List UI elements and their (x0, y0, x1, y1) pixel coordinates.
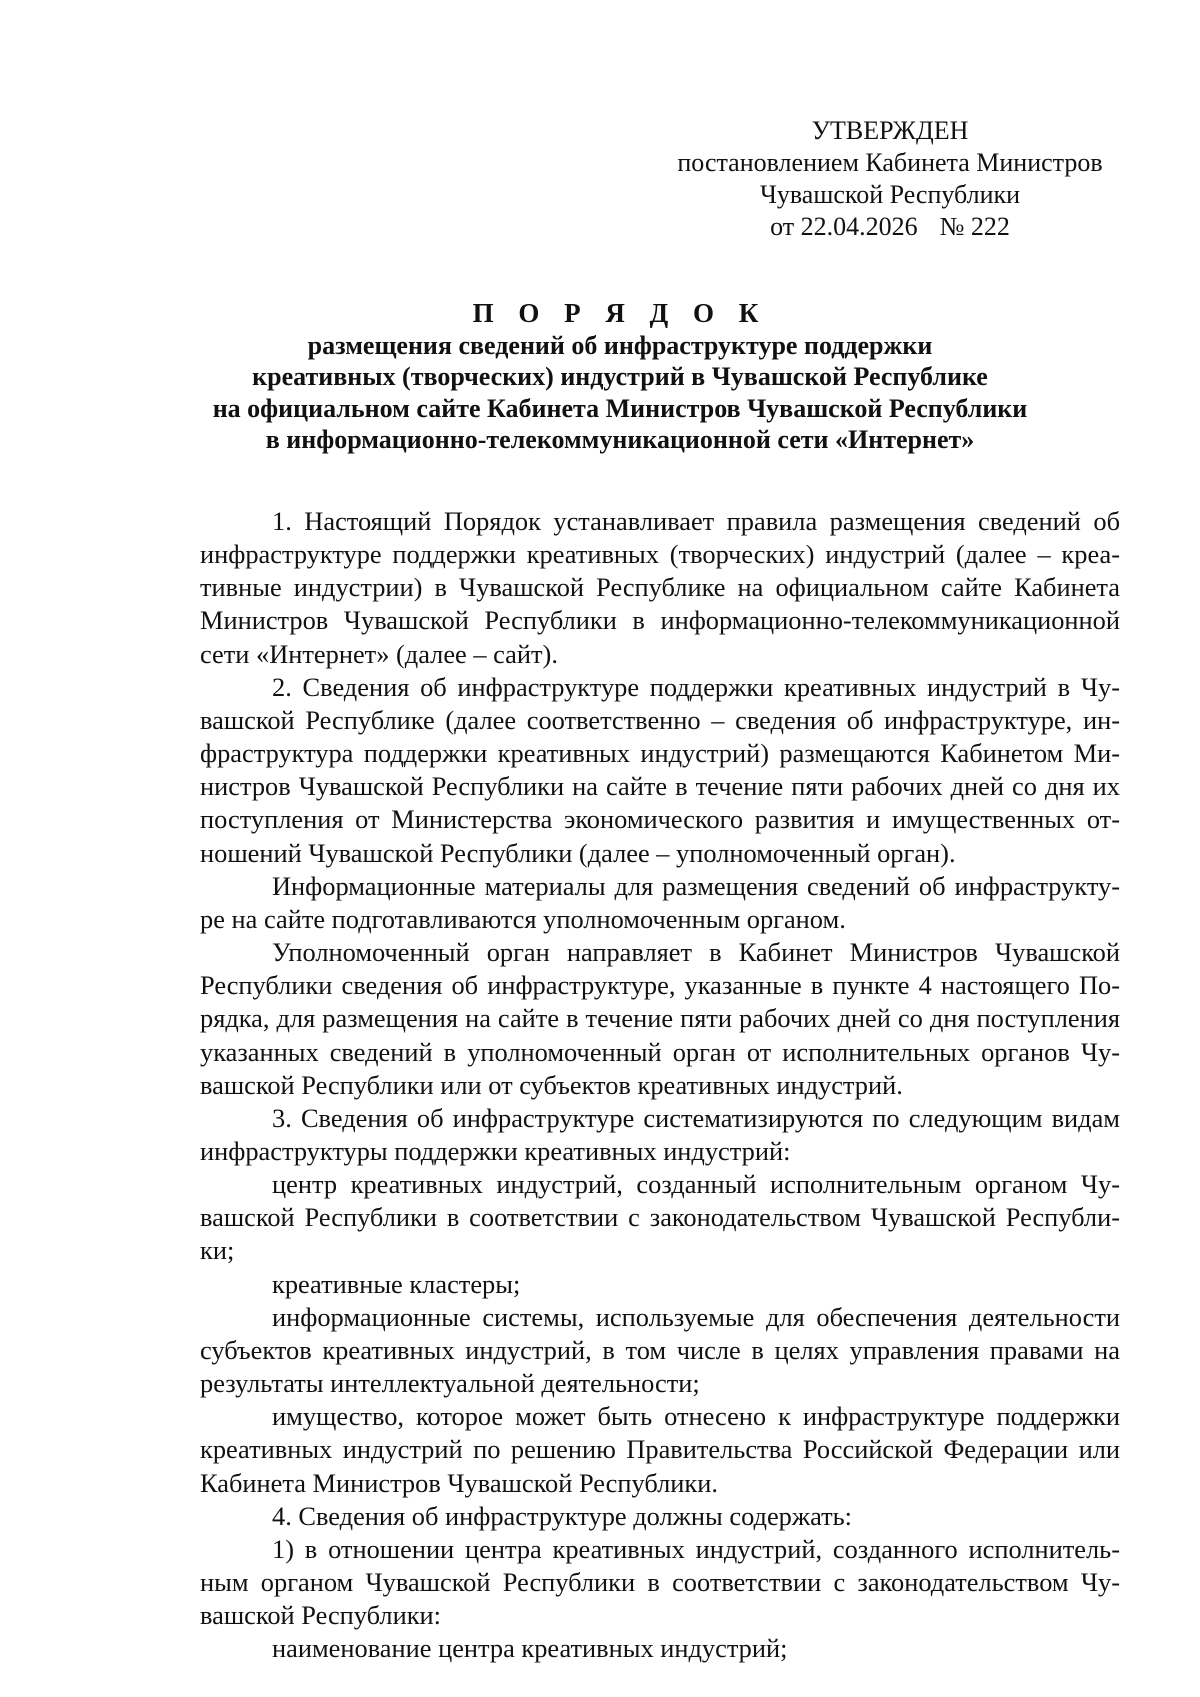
approval-number: № 222 (939, 212, 1010, 241)
heading-line: в информационно-телекоммуникационной сети «Интернет» (265, 425, 975, 454)
approval-region: Чувашской Республики (759, 180, 1021, 209)
list-item: креативные кластеры; (272, 1268, 521, 1299)
paragraph-2-materials: Информационные материалы для размещения сведений об инфраструктуре на сайте подготавливаются уполномоченным органом. (200, 870, 1120, 934)
approval-authority: постановлением Кабинета Министров (677, 148, 1103, 177)
paragraph-2-authority: Уполномоченный орган направляет в Кабинет Министров Чувашской Республики сведения об инфраструктуре, указанные в пункте 4 настоящего Порядка, для размещения на сайте в течение пяти рабочих дней со дня поступления указанных сведений в уполномоченный орган от исполнительных органов Чувашской Республики или от субъектов креативных индустрий. (200, 937, 1120, 1100)
document-heading (150, 298, 1090, 456)
paragraph-1: 1. Настоящий Порядок устанавливает правила размещения сведений об инфраструктуре поддержки креативных (творческих) индустрий (далее – креативные индустрии) в Чувашской Республике на официальном сайте Кабинета Министров Чувашской Республики в информационно-телекоммуникационной сети «Интернет» (далее – сайт). (200, 506, 1120, 669)
heading-line: размещения сведений об инфраструктуре поддержки (307, 330, 933, 360)
list-item: наименование центра креативных индустрий; (272, 1633, 788, 1664)
document-title: П О Р Я Д О К (472, 298, 768, 328)
heading-line: на официальном сайте Кабинета Министров Чувашской Республики (212, 393, 1028, 423)
approval-date: от 22.04.2026 (770, 212, 918, 241)
approval-title: УТВЕРЖДЕН (811, 116, 969, 145)
list-item: имущество, которое может быть отнесено к инфраструктуре поддержки креативных индустрий по решению Правительства Российской Федерации или Кабинета Министров Чувашской Республики. (200, 1401, 1120, 1498)
heading-line: креативных (творческих) индустрий в Чувашской Республике (252, 362, 988, 391)
paragraph-4-item-1: 1) в отношении центра креативных индустрий, созданного исполнительным органом Чувашской Республики в соответствии с законодательством Чувашской Республики: (200, 1533, 1120, 1631)
paragraph-3: 3. Сведения об инфраструктуре систематизируются по следующим видам инфраструктуры поддержки креативных индустрий: (200, 1102, 1120, 1166)
paragraph-4: 4. Сведения об инфраструктуре должны содержать: (272, 1500, 853, 1531)
list-item: центр креативных индустрий, созданный исполнительным органом Чувашской Республики в соответствии с законодательством Чувашской Республики; (200, 1169, 1120, 1266)
approval-stamp (660, 115, 1120, 243)
list-item: информационные системы, используемые для обеспечения деятельности субъектов креативных индустрий, в том числе в целях управления правами на результаты интеллектуальной деятельности; (200, 1301, 1120, 1399)
document-body (200, 505, 1120, 1665)
paragraph-2: 2. Сведения об инфраструктуре поддержки креативных индустрий в Чувашской Республике (далее соответственно – сведения об инфраструктуре, инфраструктура поддержки креативных индустрий) размещаются Кабинетом Министров Чувашской Республики на сайте в течение пяти рабочих дней со дня их поступления от Министерства экономического развития и имущественных отношений Чувашской Республики (далее – уполномоченный орган). (200, 671, 1120, 868)
approval-date-number (660, 211, 1120, 243)
